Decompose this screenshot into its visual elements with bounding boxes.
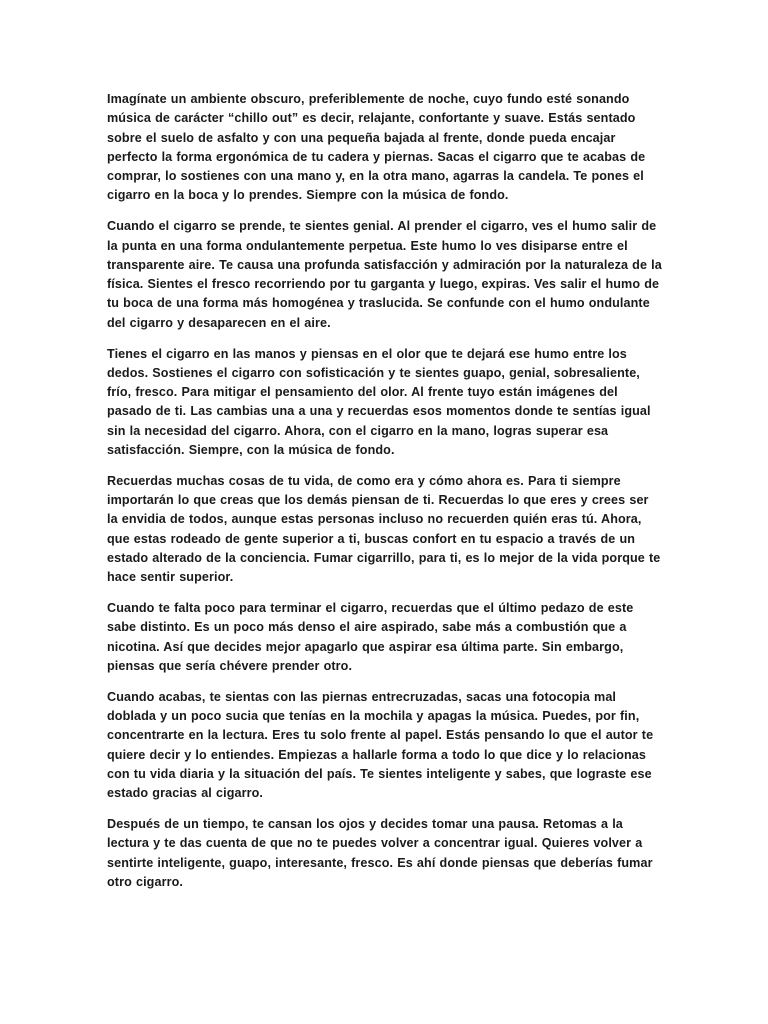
document-body <box>107 90 663 904</box>
paragraph-3: Tienes el cigarro en las manos y piensas en el olor que te dejará ese humo entre los dedos. Sostienes el cigarro con sofisticación y te sientes guapo, genial, sobresaliente, frío, fresco. Para mitigar el pensamiento del olor. Al frente tuyo están imágenes del pasado de ti. Las cambias una a una y recuerdas esos momentos donde te sentías igual sin la necesidad del cigarro. Ahora, con el cigarro en la mano, logras superar esa satisfacción. Siempre, con la música de fondo. <box>107 346 651 458</box>
paragraph-4: Recuerdas muchas cosas de tu vida, de como era y cómo ahora es. Para ti siempre importarán lo que creas que los demás piensan de ti. Recuerdas lo que eres y crees ser la envidia de todos, aunque estas personas incluso no recuerden quién eras tú. Ahora, que estas rodeado de gente superior a ti, buscas confort en tu espacio a través de un estado alterado de la conciencia. Fumar cigarrillo, para ti, es lo mejor de la vida porque te hace sentir superior. <box>107 473 661 585</box>
paragraph-7: Después de un tiempo, te cansan los ojos y decides tomar una pausa. Retomas a la lectura y te das cuenta de que no te puedes volver a concentrar igual. Quieres volver a sentirte inteligente, guapo, interesante, fresco. Es ahí donde piensas que deberías fumar otro cigarro. <box>107 817 653 889</box>
paragraph-6: Cuando acabas, te sientas con las piernas entrecruzadas, sacas una fotocopia mal doblada y un poco sucia que tenías en la mochila y apagas la música. Puedes, por fin, concentrarte en la lectura. Eres tu solo frente al papel. Estás pensando lo que el autor te quiere decir y lo entiendes. Empiezas a hallarle forma a todo lo que dice y lo relacionas con tu vida diaria y la situación del país. Te sientes inteligente y sabes, que lograste ese estado gracias al cigarro. <box>107 689 654 801</box>
paragraph-5: Cuando te falta poco para terminar el cigarro, recuerdas que el último pedazo de este sabe distinto. Es un poco más denso el aire aspirado, sabe más a combustión que a nicotina. Así que decides mejor apagarlo que aspirar esa última parte. Sin embargo, piensas que sería chévere prender otro. <box>107 601 634 674</box>
paragraph-2: Cuando el cigarro se prende, te sientes genial. Al prender el cigarro, ves el humo salir de la punta en una forma ondulantemente perpetua. Este humo lo ves disiparse entre el transparente aire. Te causa una profunda satisfacción y admiración por la naturaleza de la física. Sientes el fresco recorriendo por tu garganta y luego, expiras. Ves salir el humo de tu boca de una forma más homogénea y traslucida. Se confunde con el humo ondulante del cigarro y desaparecen en el aire. <box>107 219 662 330</box>
paragraph-1: Imagínate un ambiente obscuro, preferiblemente de noche, cuyo fundo esté sonando música de carácter “chillo out” es decir, relajante, confortante y suave. Estás sentado sobre el suelo de asfalto y con una pequeña bajada al frente, donde pueda encajar perfecto la forma ergonómica de tu cadera y piernas. Sacas el cigarro que te acabas de comprar, lo sostienes con una mano y, en la otra mano, agarras la candela. Te pones el cigarro en la boca y lo prendes. Siempre con la música de fondo. <box>107 92 646 203</box>
